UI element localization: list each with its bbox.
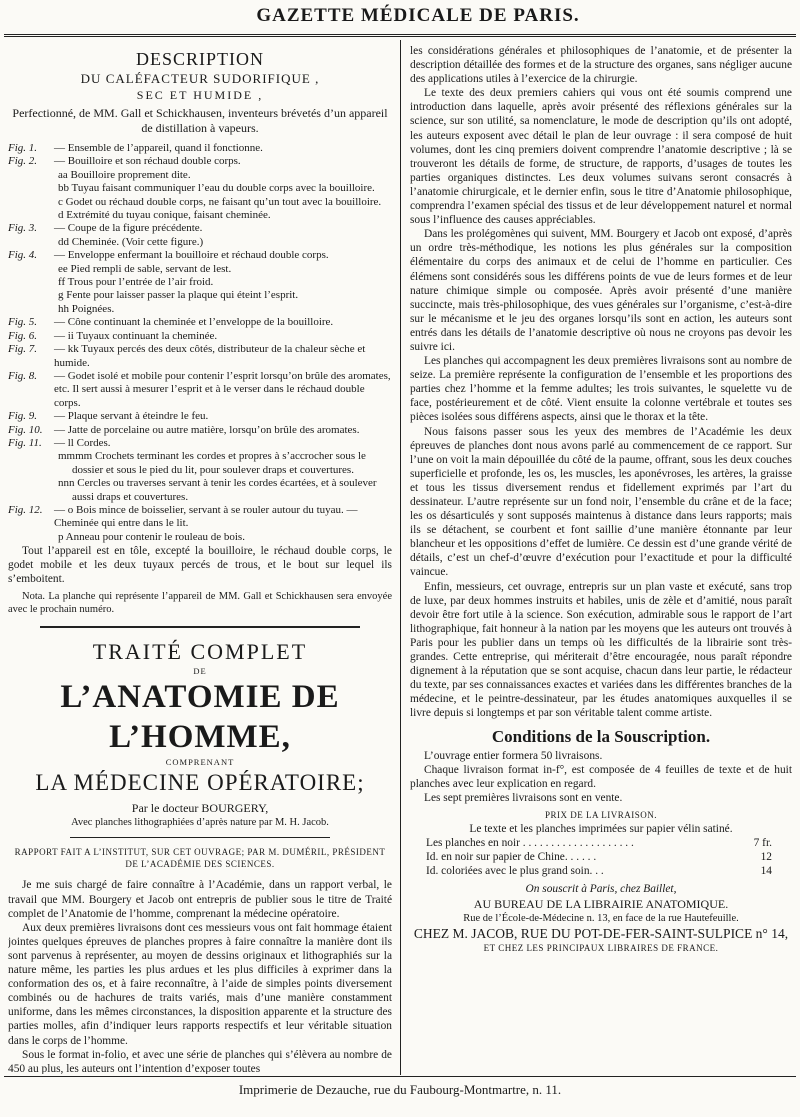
figure-legend-item bbox=[8, 370, 392, 410]
figure-legend-subitem: nnn Cercles ou traverses servant à tenir les cordes écartées, et à soulever aussi draps et couvertures. bbox=[58, 477, 377, 503]
paragraph-planches: Les planches qui accompagnent les deux premières livraisons sont au nombre de seize. La première représente la configuration de l’ensemble et les proportions des parties chez l’homme et la femme adultes; les trois suivantes, le squelette vu de face, postérieurement et de côté. Vient ensuite la colonne vertébrale et toutes ses pièces isolées sous différens aspects, ainsi que le thorax et la tête. bbox=[410, 355, 792, 424]
figure-description: — Coupe de la figure précédente. bbox=[54, 222, 203, 235]
price-row bbox=[410, 864, 792, 878]
section-divider-2 bbox=[70, 837, 330, 838]
figure-legend-item bbox=[8, 330, 392, 343]
paragraph-introduction: Le texte des deux premiers cahiers qui vous ont été soumis comprend une introduction dans laquelle, après avoir présenté des réflexions générales sur la science, sur son utilité, sa nomenclature, le mode de description qu’ils ont adopté, les auteurs exposent avec détail le plan de leur ouvrage : il sera composé de huit volumes, dont les cinq premiers doivent comprendre l’anatomie descriptive ; là se trouveront les détails de forme, de structure, de rapports, d’usages de toutes les parties organiques distinctes. Les deux volumes suivans seront consacrés à l’anatomie chirurgicale, et le dernier enfin, sous le titre d’Anatomie philosophique, comprendra l’examen spécial des tissus et de leur développement naturel et normal sous l’influence des causes appréciables. bbox=[410, 87, 792, 227]
bureau-address: AU BUREAU DE LA LIBRAIRIE ANATOMIQUE. bbox=[473, 897, 729, 912]
figure-label: Fig. 8. bbox=[8, 369, 38, 382]
paragraph-epreuves: Nous faisons passer sous les yeux des membres de l’Académie les deux épreuves de planches dont nous avons parlé au commencement de ce rapport. Sur l’une on voit la main dépouillée du côté de la paume, offrant, sous les deux couches superficielle et profonde, les os, les muscles, les aponévroses, les artères, la graisse et tous les tissus diversement rendus et fidellement exprimés par l’art du dessinateur. L’autre représente sur un fond noir, l’ensemble du crâne et de la face; les os désarticulés y sont supposés maintenus à distance dans leurs rapports; mais ils se détachent, se courbent et font saillie d’une manière étonnante par leur blancheur et les oppositions d’effet de lumière. Ce dessin est d’une grande vérité de détails, c’est un chef-d’œuvre d’exécution pour l’exactitude et pour la difficulté vaincue. bbox=[410, 425, 792, 579]
bottom-rule bbox=[4, 1076, 796, 1077]
paragraph-prolegomenes: Dans les prolégomènes qui suivent, MM. Bourgery et Jacob ont exposé, d’après un ordre très-méthodique, les notions les plus générales sur la composition élémentaire du corps des animaux et de celui de l’homme en particulier. Ces élémens sont considérés sous les différens points de vue de leurs formes et de leur nature chimique simple ou composée. Après avoir présenté d’une manière succincte, mais très-philosophique, des vues générales sur l’organisme, c’est-à-dire sur le mécanisme et le jeu des organes lorsqu’ils sont en action, les auteurs sont entrés dans les détails de l’anatomie descriptive où nous ne croyons pas devoir les suivre ici. bbox=[410, 228, 792, 353]
figure-label: Fig. 11. bbox=[8, 436, 42, 449]
figure-legend-item bbox=[8, 504, 392, 531]
price-label: Id. coloriées avec le plus grand soin. . . bbox=[426, 864, 604, 877]
right-column bbox=[410, 44, 792, 1074]
description-subtitle: DU CALÉFACTEUR SUDORIFIQUE , bbox=[80, 71, 320, 86]
figure-legend-item bbox=[8, 424, 392, 437]
section-divider bbox=[40, 626, 360, 628]
price-label: Id. en noir sur papier de Chine. . . . . . bbox=[426, 850, 597, 863]
price-list bbox=[410, 836, 792, 878]
figure-legend-item bbox=[8, 222, 392, 235]
libraires-line: ET CHEZ LES PRINCIPAUX LIBRAIRES DE FRANCE. bbox=[483, 943, 719, 954]
rue-address: Rue de l’École-de-Médecine n. 13, en face de la rue Hautefeuille. bbox=[463, 913, 739, 925]
illustrator-byline: Avec planches lithographiées d’après nature par M. H. Jacob. bbox=[71, 817, 329, 829]
figure-legend-subitem: c Godet ou réchaud double corps, ne faisant qu’un tout avec la bouilloire. bbox=[58, 195, 382, 208]
figure-legend-item bbox=[8, 316, 392, 329]
figure-label: Fig. 6. bbox=[8, 329, 38, 342]
description-title: DESCRIPTION bbox=[135, 49, 264, 69]
comprenant-heading: COMPRENANT bbox=[165, 757, 235, 768]
description-byline: Perfectionné, de MM. Gall et Schickhausen, inventeurs brévetés d’un appareil de distillation à vapeurs. bbox=[12, 106, 388, 135]
paragraph-conclusion: Enfin, messieurs, cet ouvrage, entrepris sur un plan vaste et exécuté, sans trop de luxe, par deux hommes instruits et habiles, unis de zèle et d’amitié, nous paraît devoir être fort utile à la science. Son exécution, admirable sous le rapport de l’art lithographique, fait honneur à la nation par les moyens que les auteurs ont trouvés à Paris pour les publier dans un temps où les difficultés de la librairie sont très-grandes. Cette entreprise, qui mériterait d’être encouragée, nous paraît répondre dignement à la réputation que se sont acquise, chacun dans leur partie, le rédacteur du texte, par ses connaissances exactes et variées dans les différentes branches de la médecine, et le peintre-dessinateur, par les études anatomiques auxquelles il se livre depuis si longtemps et par son véritable talent comme artiste. bbox=[410, 580, 792, 720]
price-value: 12 bbox=[760, 850, 772, 863]
conditions-title: Conditions de la Souscription. bbox=[491, 726, 711, 746]
masthead: GAZETTE MÉDICALE DE PARIS. bbox=[256, 5, 580, 26]
figure-legend-item bbox=[8, 343, 392, 370]
figure-legend-subitem: ee Pied rempli de sable, servant de lest. bbox=[58, 262, 232, 275]
nota-paragraph: Nota. La planche qui représente l’appareil de MM. Gall et Schickhausen sera envoyée avec le prochain numéro. bbox=[8, 591, 392, 616]
imprint-footer: Imprimerie de Dezauche, rue du Faubourg-Montmartre, n. 11. bbox=[238, 1082, 562, 1097]
column-separator bbox=[400, 40, 401, 1075]
anatomie-heading: L’ANATOMIE DE L’HOMME, bbox=[60, 679, 340, 756]
figure-description: — Jatte de porcelaine ou autre matière, lorsqu’on brûle des aromates. bbox=[54, 423, 360, 436]
figure-legend-subitem: bb Tuyau faisant communiquer l’eau du double corps avec la bouilloire. bbox=[58, 182, 375, 195]
jacob-address: CHEZ M. JACOB, RUE DU POT-DE-FER-SAINT-SULPICE n° 14, bbox=[413, 926, 789, 942]
figure-label: Fig. 4. bbox=[8, 249, 38, 262]
figure-description: — Enveloppe enfermant la bouilloire et réchaud double corps. bbox=[54, 249, 329, 262]
traite-heading: TRAITÉ COMPLET bbox=[92, 639, 308, 665]
figure-legend-subitem: dd Cheminée. (Voir cette figure.) bbox=[58, 235, 204, 248]
figure-description: — Ensemble de l’appareil, quand il fonctionne. bbox=[54, 142, 263, 154]
souscription-location: On souscrit à Paris, chez Baillet, bbox=[525, 882, 677, 895]
description-paragraph: Tout l’appareil est en tôle, excepté la bouilloire, le réchaud double corps, le godet mobile et les deux tuyaux percés de trous, et le bout sur lequel ils s’emboitent. bbox=[8, 545, 392, 586]
rapport-paragraph-2: Aux deux premières livraisons dont ces messieurs vous ont fait hommage étaient jointes quelques épreuves de planches propres à faire connaître la manière dont ils sont parvenus à représenter, au moyen de dessins originaux et lithographiés sur la nature même, les parties les plus ardues et les plus difficiles à exprimer dans la conformation des os, et à faire reconnaître, à l’aide de simples points diversement combinés ou de hachures de traits variés, mais d’une manière constamment uniforme, dans les mêmes circonstances, la disposition apparente et la structure des parties molles, afin d’indiquer leurs rapports respectifs et leur véritable situation dans le corps de l’homme. bbox=[8, 921, 392, 1047]
figure-legend-subitem: mmmm Crochets terminant les cordes et propres à s’accrocher sous le dossier et sous le pied du lit, pour soulever draps et couvertures. bbox=[58, 450, 366, 476]
price-row bbox=[410, 850, 792, 864]
figure-label: Fig. 1. bbox=[8, 142, 38, 154]
prix-subtitle: Le texte et les planches imprimées sur papier vélin satiné. bbox=[469, 822, 733, 835]
figure-description: — kk Tuyaux percés des deux côtés, distributeur de la chaleur sèche et humide. bbox=[54, 343, 366, 369]
prix-title: PRIX DE LA LIVRAISON. bbox=[544, 809, 657, 820]
figure-label: Fig. 7. bbox=[8, 343, 38, 356]
continued-paragraph: les considérations générales et philosophiques de l’anatomie, et de présenter la description détaillée des formes et de la structure des organes, sans négliger aucune des applications utiles à l’exercice de la chirurgie. bbox=[410, 45, 792, 86]
figure-legend bbox=[8, 142, 392, 544]
description-subtitle-2: SEC ET HUMIDE , bbox=[136, 88, 264, 102]
figure-legend-subitem: aa Bouilloire proprement dite. bbox=[58, 168, 191, 181]
price-value: 7 fr. bbox=[753, 836, 772, 849]
figure-legend-subitem: g Fente pour laisser passer la plaque qui éteint l’esprit. bbox=[58, 289, 299, 302]
figure-description: — ii Tuyaux continuant la cheminée. bbox=[54, 329, 218, 342]
price-row bbox=[410, 836, 792, 850]
figure-legend-subitem: ff Trous pour l’entrée de l’air froid. bbox=[58, 276, 214, 289]
figure-legend-item bbox=[8, 437, 392, 450]
rapport-paragraph-1: Je me suis chargé de faire connaître à l’Académie, dans un rapport verbal, le travail que MM. Bourgery et Jacob ont entrepris de publier sous le titre de Traité complet de l’Anatomie de l’homme, comprenant la médecine opératoire. bbox=[8, 879, 392, 920]
rapport-heading: RAPPORT FAIT A L’INSTITUT, SUR CET OUVRAGE; PAR M. DUMÉRIL, PRÉSIDENT DE L’ACADÉMIE DES SCIENCES. bbox=[14, 847, 386, 870]
condition-3: Les sept premières livraisons sont en vente. bbox=[424, 791, 623, 804]
figure-legend-subitem: p Anneau pour contenir le rouleau de bois. bbox=[58, 530, 245, 543]
figure-description: — Plaque servant à éteindre le feu. bbox=[54, 410, 209, 423]
figure-label: Fig. 10. bbox=[8, 423, 43, 436]
author-byline: Par le docteur BOURGERY, bbox=[131, 801, 269, 816]
figure-legend-subitem: hh Poignées. bbox=[58, 302, 115, 315]
figure-description: — Cône continuant la cheminée et l’enveloppe de la bouilloire. bbox=[54, 316, 334, 329]
left-column bbox=[8, 44, 392, 1074]
figure-description: — ll Cordes. bbox=[54, 436, 111, 449]
condition-2: Chaque livraison format in-f°, est composée de 4 feuilles de texte et de huit planches avec leur explication en regard. bbox=[410, 763, 792, 790]
top-rule bbox=[4, 34, 796, 37]
figure-description: — o Bois mince de boisselier, servant à se rouler autour du tuyau. — Cheminée qui entre dans le lit. bbox=[54, 503, 358, 530]
figure-label: Fig. 2. bbox=[8, 155, 38, 168]
figure-description: — Godet isolé et mobile pour contenir l’esprit lorsqu’on brûle des aromates, etc. Il sert aussi à mesurer l’esprit et à le verser dans le réchaud double corps. bbox=[54, 369, 391, 409]
rapport-paragraph-3: Sous le format in-folio, et avec une série de planches qui s’élèvera au nombre de 450 au plus, les auteurs ont l’intention d’exposer toutes bbox=[8, 1048, 392, 1074]
condition-1: L’ouvrage entier formera 50 livraisons. bbox=[424, 749, 603, 762]
figure-legend-item bbox=[8, 142, 392, 155]
figure-legend-item bbox=[8, 410, 392, 423]
figure-legend-item bbox=[8, 155, 392, 168]
figure-legend-subitem: d Extrémité du tuyau conique, faisant cheminée. bbox=[58, 209, 271, 222]
figure-label: Fig. 9. bbox=[8, 410, 38, 423]
price-value: 14 bbox=[760, 864, 772, 877]
medecine-heading: LA MÉDECINE OPÉRATOIRE; bbox=[35, 770, 365, 796]
figure-label: Fig. 3. bbox=[8, 222, 38, 235]
figure-label: Fig. 12. bbox=[8, 503, 43, 516]
figure-label: Fig. 5. bbox=[8, 316, 38, 329]
figure-legend-item bbox=[8, 249, 392, 262]
price-label: Les planches en noir . . . . . . . . . . . . . . . . . . . . bbox=[426, 836, 634, 849]
figure-description: — Bouilloire et son réchaud double corps. bbox=[54, 155, 241, 168]
de-heading: DE bbox=[193, 666, 207, 677]
